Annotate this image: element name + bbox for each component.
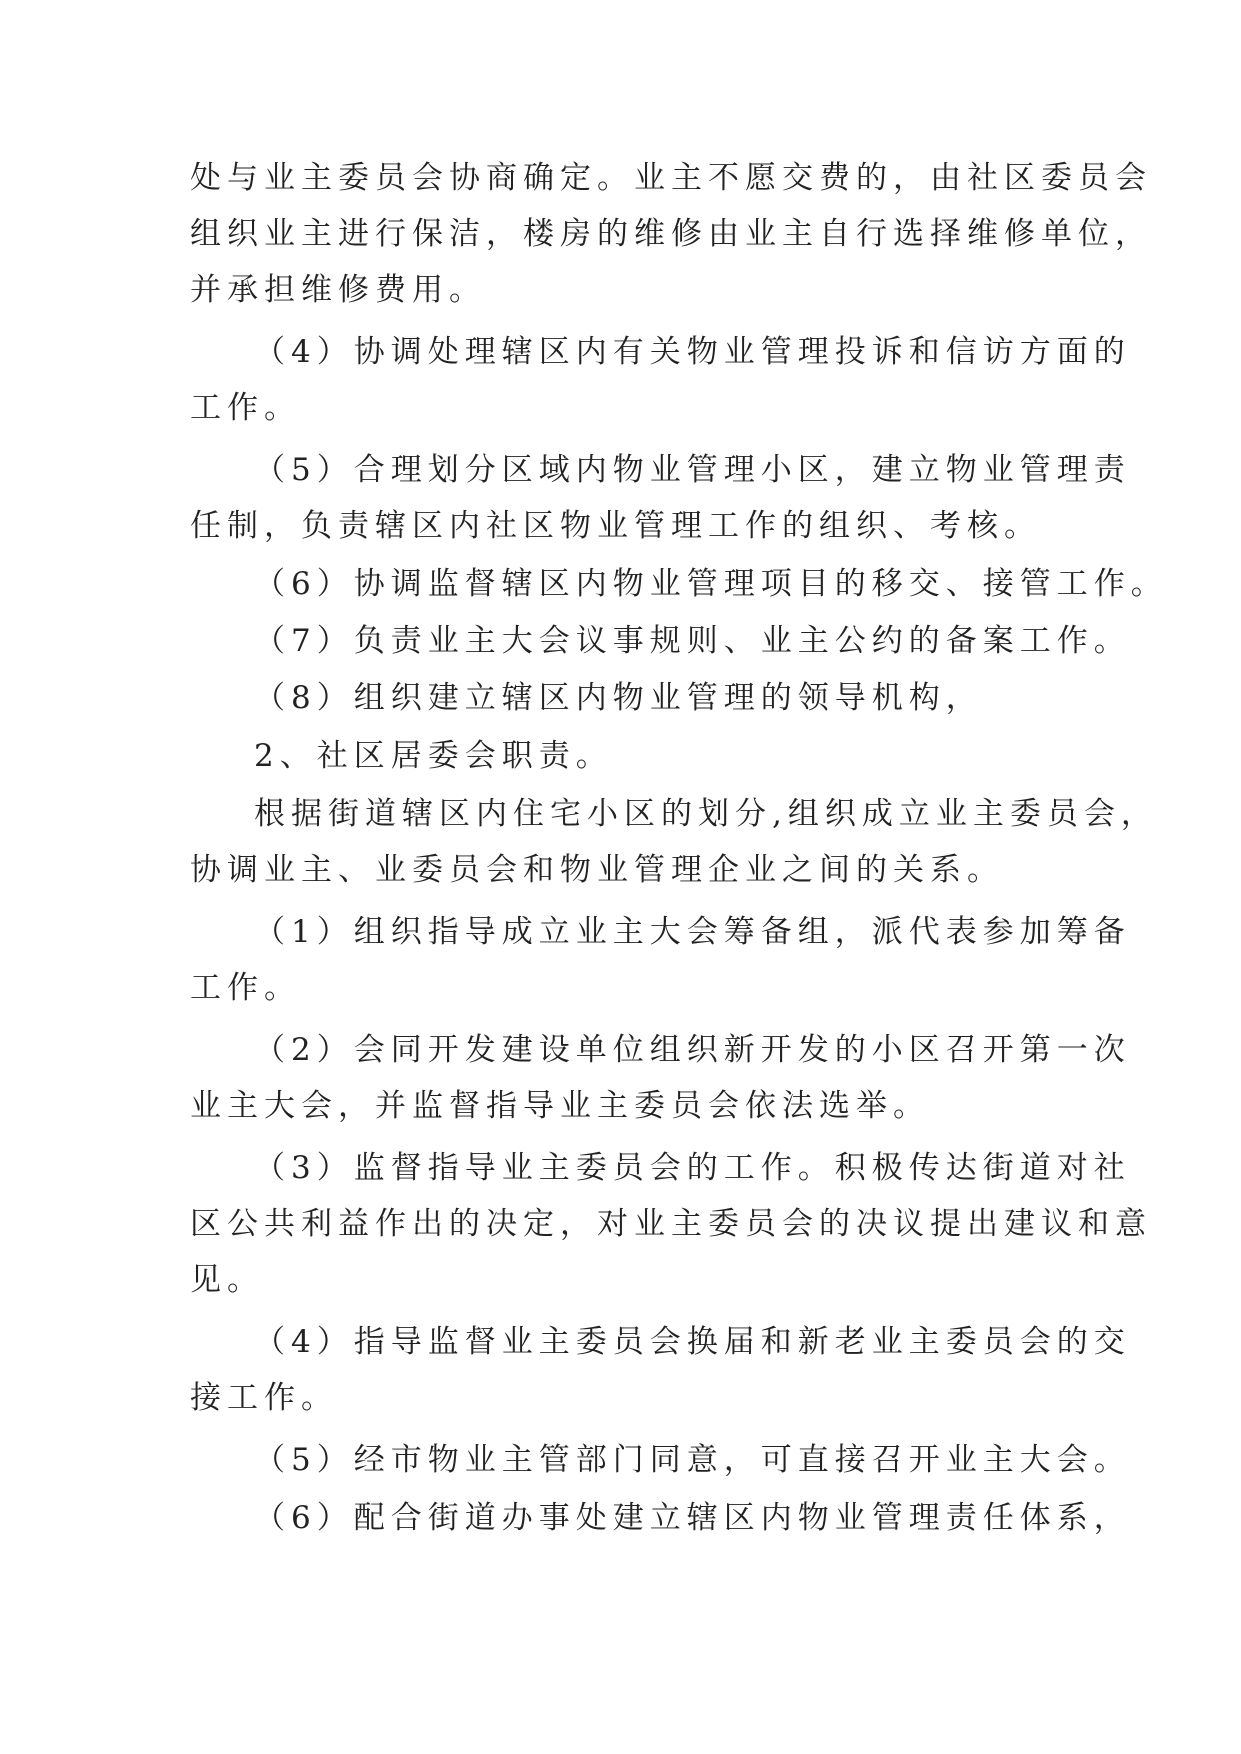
paragraph-line: 接工作。	[190, 1380, 338, 1416]
paragraph-line: （5）经市物业主管部门同意，可直接召开业主大会。	[254, 1442, 1131, 1478]
section-heading: 2、社区居委会职责。	[254, 738, 613, 774]
paragraph-line: 并承担维修费用。	[190, 272, 486, 308]
paragraph-line: （6）配合街道办事处建立辖区内物业管理责任体系，	[254, 1500, 1131, 1536]
paragraph-line: （7）负责业主大会议事规则、业主公约的备案工作。	[254, 623, 1131, 659]
paragraph-line: 处与业主委员会协商确定。业主不愿交费的，由社区委员会	[190, 160, 1152, 196]
paragraph-line: （4）指导监督业主委员会换届和新老业主委员会的交	[254, 1324, 1131, 1360]
paragraph-line: 见。	[190, 1262, 264, 1298]
paragraph-line: 组织业主进行保洁，楼房的维修由业主自行选择维修单位，	[190, 216, 1152, 252]
paragraph-line: 根据街道辖区内住宅小区的划分,组织成立业主委员会，	[254, 796, 1158, 832]
paragraph-line: 业主大会，并监督指导业主委员会依法选举。	[190, 1088, 930, 1124]
paragraph-line: （1）组织指导成立业主大会筹备组，派代表参加筹备	[254, 914, 1131, 950]
paragraph-line: （2）会同开发建设单位组织新开发的小区召开第一次	[254, 1032, 1131, 1068]
paragraph-line: （8）组织建立辖区内物业管理的领导机构，	[254, 680, 983, 716]
paragraph-line: 协调业主、业委员会和物业管理企业之间的关系。	[190, 852, 1004, 888]
paragraph-line: 工作。	[190, 390, 301, 426]
paragraph-line: 区公共利益作出的决定，对业主委员会的决议提出建议和意	[190, 1206, 1152, 1242]
paragraph-line: （6）协调监督辖区内物业管理项目的移交、接管工作。	[254, 566, 1168, 602]
paragraph-line: 任制，负责辖区内社区物业管理工作的组织、考核。	[190, 508, 1041, 544]
paragraph-line: （5）合理划分区域内物业管理小区，建立物业管理责	[254, 452, 1131, 488]
paragraph-line: 工作。	[190, 970, 301, 1006]
paragraph-line: （3）监督指导业主委员会的工作。积极传达街道对社	[254, 1150, 1131, 1186]
paragraph-line: （4）协调处理辖区内有关物业管理投诉和信访方面的	[254, 334, 1131, 370]
